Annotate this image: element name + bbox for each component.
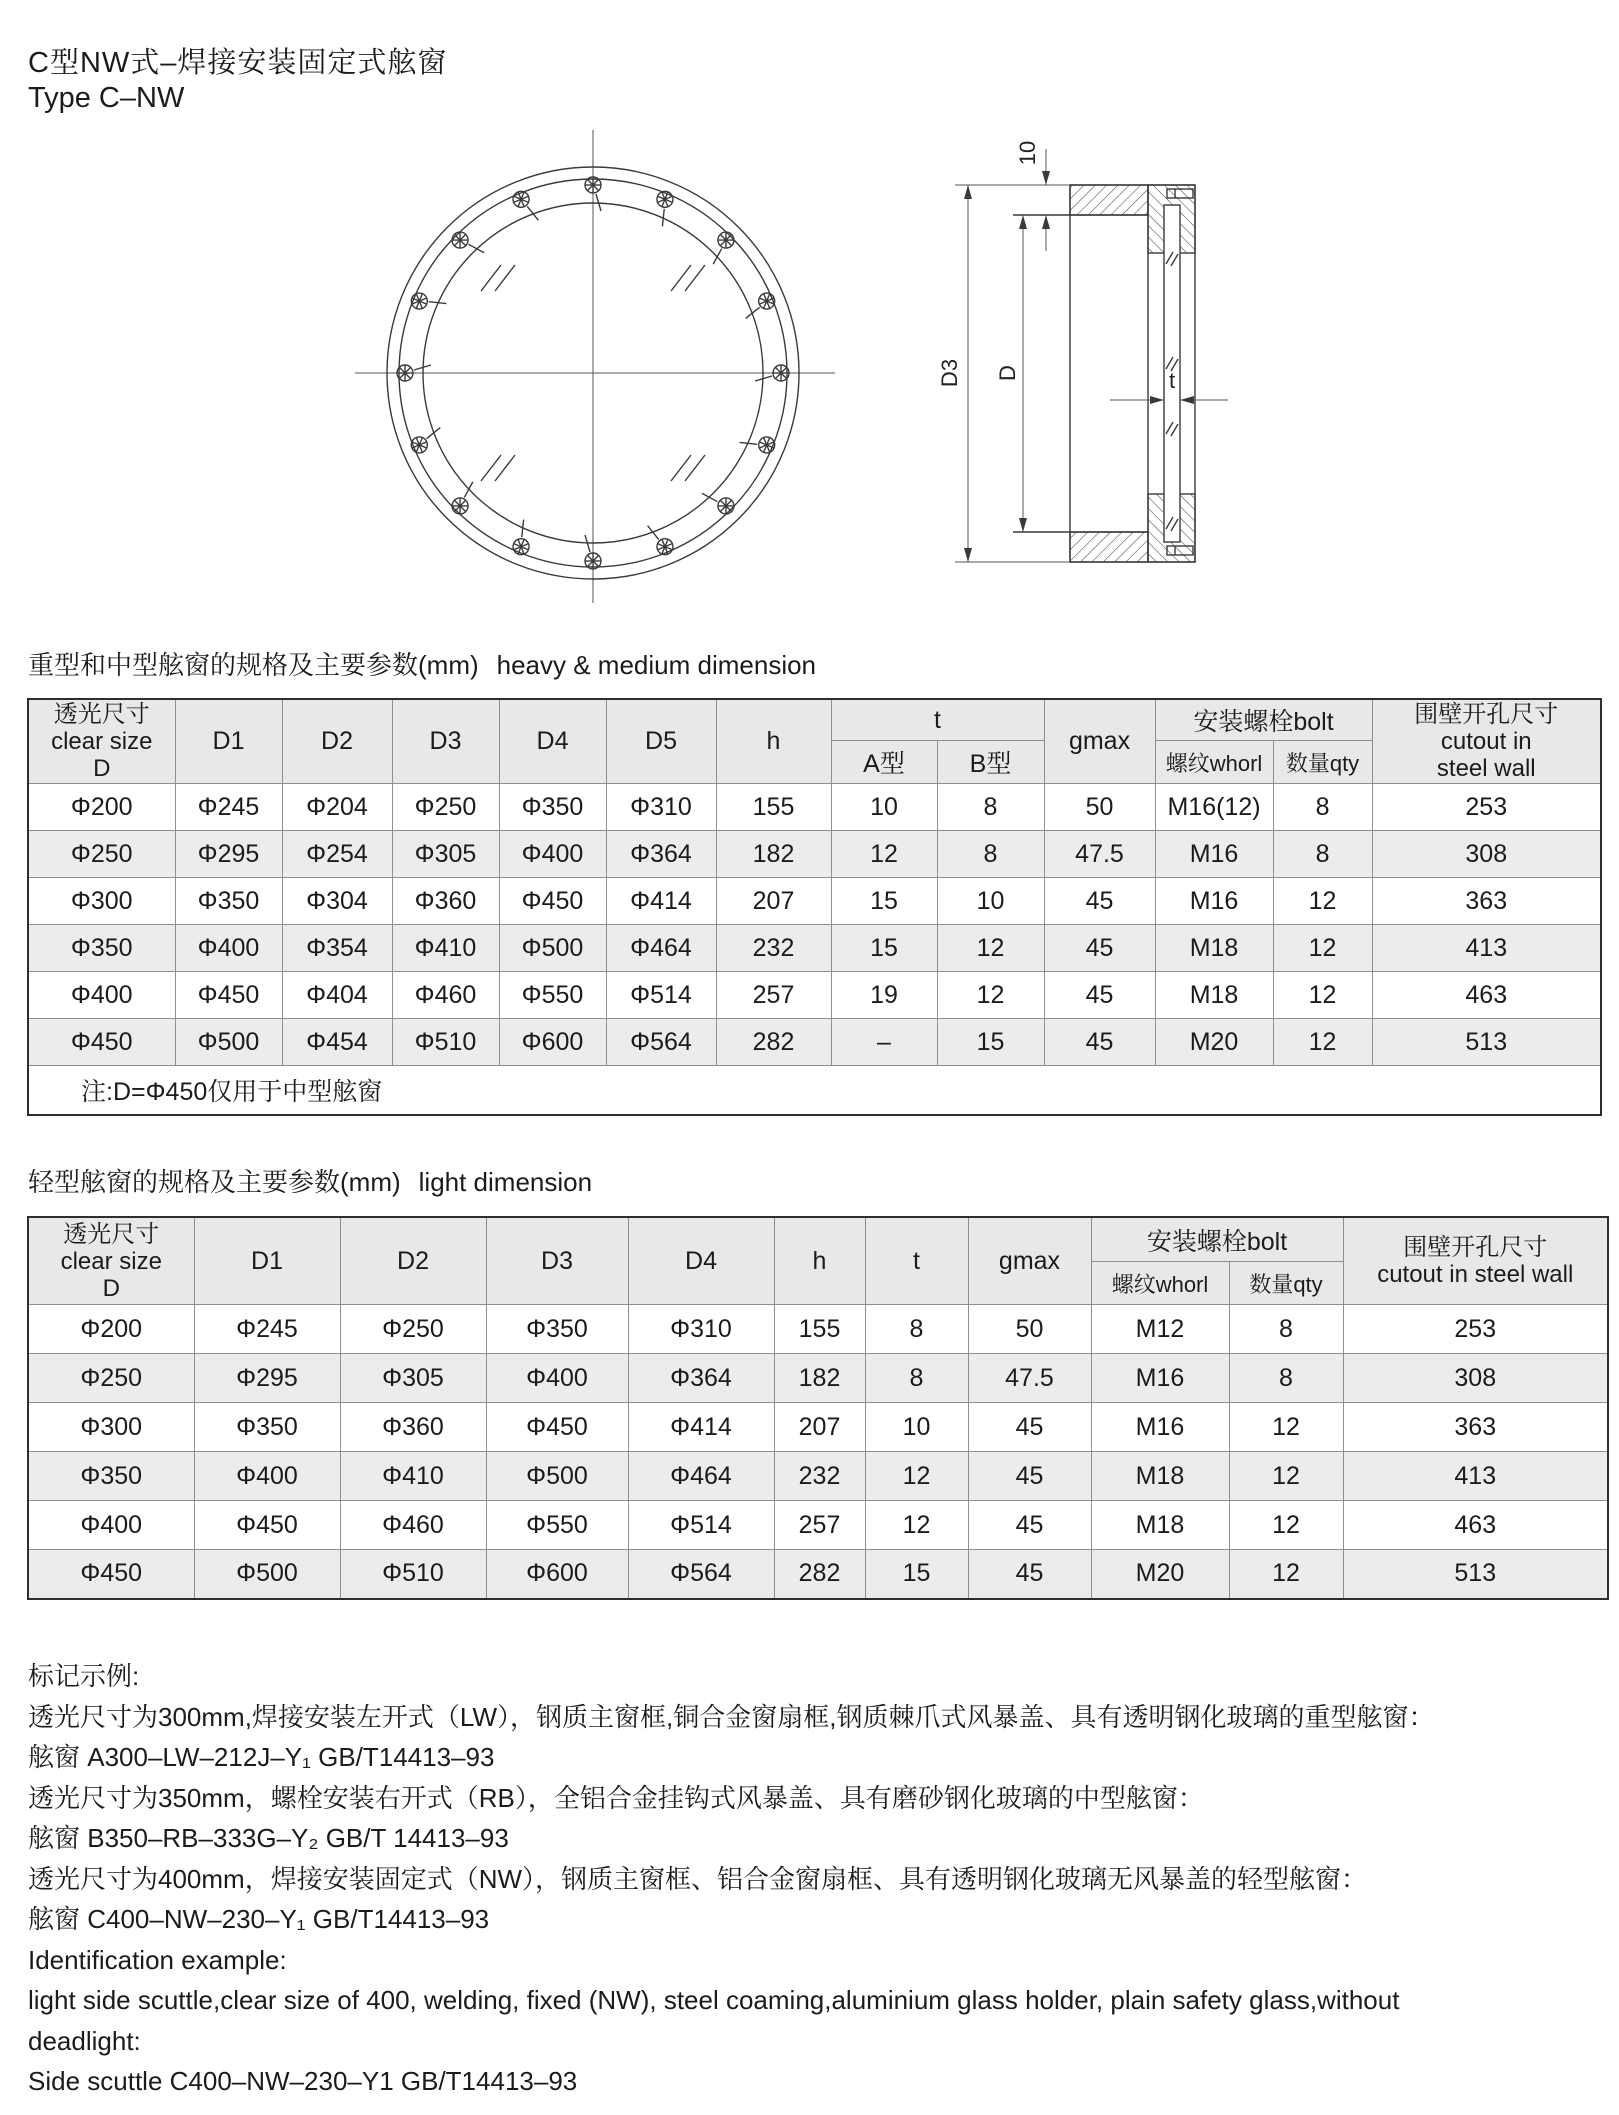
table-cell: Φ295 [175,831,282,878]
table-row [28,1403,1608,1452]
header-line: steel wall [1436,755,1536,782]
col-header-h: h [774,1217,865,1305]
table-cell: Φ204 [282,784,392,831]
table-cell: 207 [774,1403,865,1452]
table-cell: Φ550 [499,972,606,1019]
example-line: 舷窗 A300–LW–212J–Y₁ GB/T14413–93 [28,1742,495,1772]
table-cell: M20 [1091,1550,1229,1599]
table-cell: Φ400 [194,1452,340,1501]
table-row [28,784,1601,831]
table-cell: M16 [1155,878,1273,925]
table-cell: 257 [716,972,831,1019]
example-line: 标记示例: [28,1661,140,1691]
heavy-table-title [28,645,816,682]
table-cell: 513 [1343,1550,1608,1599]
table-row [28,831,1601,878]
table-cell: 8 [1273,784,1372,831]
table-row [28,925,1601,972]
col-header-cutout [1372,699,1601,784]
table-cell: 463 [1372,972,1601,1019]
technical-drawings [270,105,1270,605]
table-cell: 8 [865,1354,968,1403]
col-header-cutout [1343,1217,1608,1305]
table-cell: Φ460 [392,972,499,1019]
example-line: Side scuttle C400–NW–230–Y1 GB/T14413–93 [28,2066,578,2096]
col-header-clear-size [28,1217,194,1305]
header-line: 透光尺寸 [53,701,150,728]
table-cell: 308 [1372,831,1601,878]
table-cell: Φ300 [28,878,175,925]
col-header-qty: 数量qty [1229,1262,1343,1305]
col-header-d2: D2 [282,699,392,784]
table-cell: 12 [1273,878,1372,925]
table-cell: 155 [774,1305,865,1354]
table-cell: Φ350 [175,878,282,925]
table-cell: Φ510 [340,1550,486,1599]
table-cell: Φ364 [628,1354,774,1403]
table-cell: Φ310 [628,1305,774,1354]
table-cell: M16 [1091,1403,1229,1452]
table-cell: Φ500 [194,1550,340,1599]
table-cell: Φ350 [28,1452,194,1501]
table-cell: 8 [937,784,1044,831]
example-line: 透光尺寸为400mm，焊接安装固定式（NW），钢质主窗框、铝合金窗扇框、具有透明钢化玻璃无风暴盖的轻型舷窗： [28,1863,1368,1894]
example-line: 舷窗 B350–RB–333G–Y₂ GB/T 14413–93 [28,1823,509,1853]
table-cell: Φ410 [392,925,499,972]
col-header-bolt: 安装螺栓bolt [1091,1217,1343,1262]
table-cell: 513 [1372,1019,1601,1066]
table-cell: Φ514 [606,972,716,1019]
table-cell: Φ250 [28,1354,194,1403]
col-header-t-a: A型 [831,741,937,784]
table-cell: Φ245 [194,1305,340,1354]
table-cell: 10 [865,1403,968,1452]
col-header-d2: D2 [340,1217,486,1305]
light-spec-table [27,1216,1609,1600]
table-cell: 308 [1343,1354,1608,1403]
table-cell: 10 [937,878,1044,925]
table-cell: 45 [968,1403,1091,1452]
table-cell: 45 [1044,972,1155,1019]
table-cell: 413 [1343,1452,1608,1501]
table-cell: 15 [865,1550,968,1599]
table-cell: 12 [1229,1501,1343,1550]
table-cell: 15 [831,925,937,972]
table-cell: 8 [937,831,1044,878]
table-cell: Φ400 [486,1354,628,1403]
table-cell: 182 [716,831,831,878]
table-cell: M20 [1155,1019,1273,1066]
col-header-d4: D4 [628,1217,774,1305]
table-note-row [28,1066,1601,1116]
table-cell: Φ550 [486,1501,628,1550]
table-cell: 413 [1372,925,1601,972]
table-cell: Φ500 [175,1019,282,1066]
col-header-d3: D3 [392,699,499,784]
table-cell: Φ245 [175,784,282,831]
table-cell: M18 [1155,925,1273,972]
col-header-whorl: 螺纹whorl [1091,1262,1229,1305]
table-cell: Φ564 [606,1019,716,1066]
header-line: 围壁开孔尺寸 [1414,701,1559,728]
table-cell: Φ250 [28,831,175,878]
table-cell: 12 [1273,1019,1372,1066]
table-cell: Φ305 [392,831,499,878]
page-title: C型NW式–焊接安装固定式舷窗 [28,47,448,79]
table-cell: 47.5 [968,1354,1091,1403]
table-cell: Φ400 [499,831,606,878]
table-cell: Φ404 [282,972,392,1019]
table-cell: 8 [1273,831,1372,878]
table-cell: 45 [1044,878,1155,925]
table-cell: Φ304 [282,878,392,925]
col-header-d4: D4 [499,699,606,784]
table-cell: Φ350 [194,1403,340,1452]
table-cell: M18 [1091,1501,1229,1550]
col-header-clear-size [28,699,175,784]
table-cell: M16 [1091,1354,1229,1403]
table-cell: 253 [1343,1305,1608,1354]
header-line: clear size [60,1247,162,1275]
table-cell: Φ200 [28,784,175,831]
col-header-gmax: gmax [968,1217,1091,1305]
table-cell: Φ400 [175,925,282,972]
table-cell: Φ250 [340,1305,486,1354]
dim-label-d3: D3 [937,358,962,388]
table-cell: Φ414 [606,878,716,925]
table-cell: Φ600 [486,1550,628,1599]
col-header-whorl: 螺纹whorl [1155,741,1273,784]
table-cell: 8 [1229,1354,1343,1403]
table-row [28,1354,1608,1403]
table-cell: Φ350 [499,784,606,831]
page-subtitle: Type C–NW [28,82,185,114]
table-row [28,1501,1608,1550]
example-line: 舷窗 C400–NW–230–Y₁ GB/T14413–93 [28,1904,490,1934]
table-cell: Φ354 [282,925,392,972]
table-cell: Φ300 [28,1403,194,1452]
table-cell: Φ295 [194,1354,340,1403]
table-cell: 50 [1044,784,1155,831]
table-cell: Φ500 [499,925,606,972]
table-cell: Φ250 [392,784,499,831]
table-cell: Φ450 [486,1403,628,1452]
col-header-t: t [831,699,1044,741]
table-cell: 232 [774,1452,865,1501]
col-header-d1: D1 [194,1217,340,1305]
table-cell: M16 [1155,831,1273,878]
header-line: clear size [51,728,153,755]
table-cell: 155 [716,784,831,831]
header-line: 透光尺寸 [63,1220,160,1248]
table-cell: 45 [1044,925,1155,972]
table-cell: 257 [774,1501,865,1550]
example-line: Identification example: [28,1944,287,1975]
table-cell: Φ350 [28,925,175,972]
table-cell: Φ500 [486,1452,628,1501]
dim-label-d: D [995,365,1020,381]
table-row [28,1305,1608,1354]
table-row [28,1019,1601,1066]
table-cell: 15 [937,1019,1044,1066]
col-header-d5: D5 [606,699,716,784]
table-row [28,1550,1608,1599]
col-header-t-b: B型 [937,741,1044,784]
table-cell: 12 [1229,1550,1343,1599]
table-cell: 363 [1372,878,1601,925]
table-cell: 15 [831,878,937,925]
light-table-title [28,1162,592,1199]
table-cell: M12 [1091,1305,1229,1354]
identification-examples [28,1656,1603,2102]
table-cell: Φ454 [282,1019,392,1066]
table-cell: 45 [968,1501,1091,1550]
col-header-d3: D3 [486,1217,628,1305]
light-table-title-en: light dimension [418,1167,593,1197]
table-cell: 12 [937,925,1044,972]
table-cell: 12 [865,1452,968,1501]
table-cell: Φ514 [628,1501,774,1550]
table-cell: Φ450 [28,1550,194,1599]
table-cell: Φ450 [499,878,606,925]
example-line: 透光尺寸为300mm,焊接安装左开式（LW），钢质主窗框,铜合金窗扇框,钢质棘爪式风暴盖、具有透明钢化玻璃的重型舷窗： [28,1701,1435,1732]
table-cell: 19 [831,972,937,1019]
table-cell: 12 [831,831,937,878]
heavy-table-title-en: heavy & medium dimension [496,650,817,680]
table-cell: Φ464 [628,1452,774,1501]
table-cell: 47.5 [1044,831,1155,878]
table-cell: Φ310 [606,784,716,831]
table-cell: Φ305 [340,1354,486,1403]
col-header-d1: D1 [175,699,282,784]
table-cell: Φ450 [28,1019,175,1066]
porthole-drawing-svg [270,105,1270,605]
heavy-table-note: 注:D=Φ450仅用于中型舷窗 [28,1066,1601,1116]
front-view [355,130,835,603]
table-cell: Φ450 [194,1501,340,1550]
table-cell: Φ254 [282,831,392,878]
section-view [955,149,1228,562]
table-cell: 12 [1273,925,1372,972]
table-cell: Φ600 [499,1019,606,1066]
table-cell: 50 [968,1305,1091,1354]
table-cell: Φ414 [628,1403,774,1452]
table-cell: Φ350 [486,1305,628,1354]
table-row [28,878,1601,925]
table-cell: 12 [1229,1403,1343,1452]
col-header-t: t [865,1217,968,1305]
table-cell: 12 [865,1501,968,1550]
table-cell: Φ400 [28,972,175,1019]
col-header-h: h [716,699,831,784]
table-cell: 12 [1273,972,1372,1019]
table-cell: M18 [1155,972,1273,1019]
table-cell: Φ410 [340,1452,486,1501]
table-cell: 207 [716,878,831,925]
table-cell: 10 [831,784,937,831]
table-cell: 45 [1044,1019,1155,1066]
table-cell: Φ450 [175,972,282,1019]
example-line: deadlight: [28,2025,141,2056]
header-line: 围壁开孔尺寸 [1403,1234,1548,1261]
table-cell: 282 [774,1550,865,1599]
col-header-qty: 数量qty [1273,741,1372,784]
table-cell: Φ400 [28,1501,194,1550]
table-cell: 253 [1372,784,1601,831]
col-header-bolt: 安装螺栓bolt [1155,699,1372,741]
example-line: 透光尺寸为350mm，螺栓安装右开式（RB），全铝合金挂钩式风暴盖、具有磨砂钢化玻璃的中型舷窗： [28,1782,1204,1813]
header-line: cutout in steel wall [1377,1261,1574,1288]
table-cell: M16(12) [1155,784,1273,831]
table-cell: M18 [1091,1452,1229,1501]
table-cell: Φ460 [340,1501,486,1550]
light-table-title-zh: 轻型舷窗的规格及主要参数(mm) [28,1167,401,1197]
table-cell: 232 [716,925,831,972]
table-cell: Φ564 [628,1550,774,1599]
example-line: light side scuttle,clear size of 400, welding, fixed (NW), steel coaming,aluminium glass holder, plain safety glass,without [28,1985,1400,2015]
table-cell: – [831,1019,937,1066]
heavy-table-title-zh: 重型和中型舷窗的规格及主要参数(mm) [28,650,479,680]
heavy-medium-spec-table [27,698,1602,1116]
table-cell: 12 [1229,1452,1343,1501]
table-cell: 12 [937,972,1044,1019]
table-row [28,972,1601,1019]
header-line: D [102,1274,120,1302]
table-cell: 8 [865,1305,968,1354]
dim-label-t: t [1168,368,1176,393]
dim-label-10: 10 [1015,140,1040,166]
table-cell: 463 [1343,1501,1608,1550]
col-header-gmax: gmax [1044,699,1155,784]
table-cell: Φ364 [606,831,716,878]
table-cell: Φ510 [392,1019,499,1066]
table-row [28,1452,1608,1501]
header-line: D [93,755,111,782]
table-cell: 363 [1343,1403,1608,1452]
table-cell: 282 [716,1019,831,1066]
table-cell: 8 [1229,1305,1343,1354]
table-cell: Φ360 [392,878,499,925]
table-cell: 182 [774,1354,865,1403]
header-line: cutout in [1440,728,1532,755]
table-cell: Φ464 [606,925,716,972]
table-cell: Φ360 [340,1403,486,1452]
table-cell: 45 [968,1452,1091,1501]
table-cell: 45 [968,1550,1091,1599]
table-cell: Φ200 [28,1305,194,1354]
